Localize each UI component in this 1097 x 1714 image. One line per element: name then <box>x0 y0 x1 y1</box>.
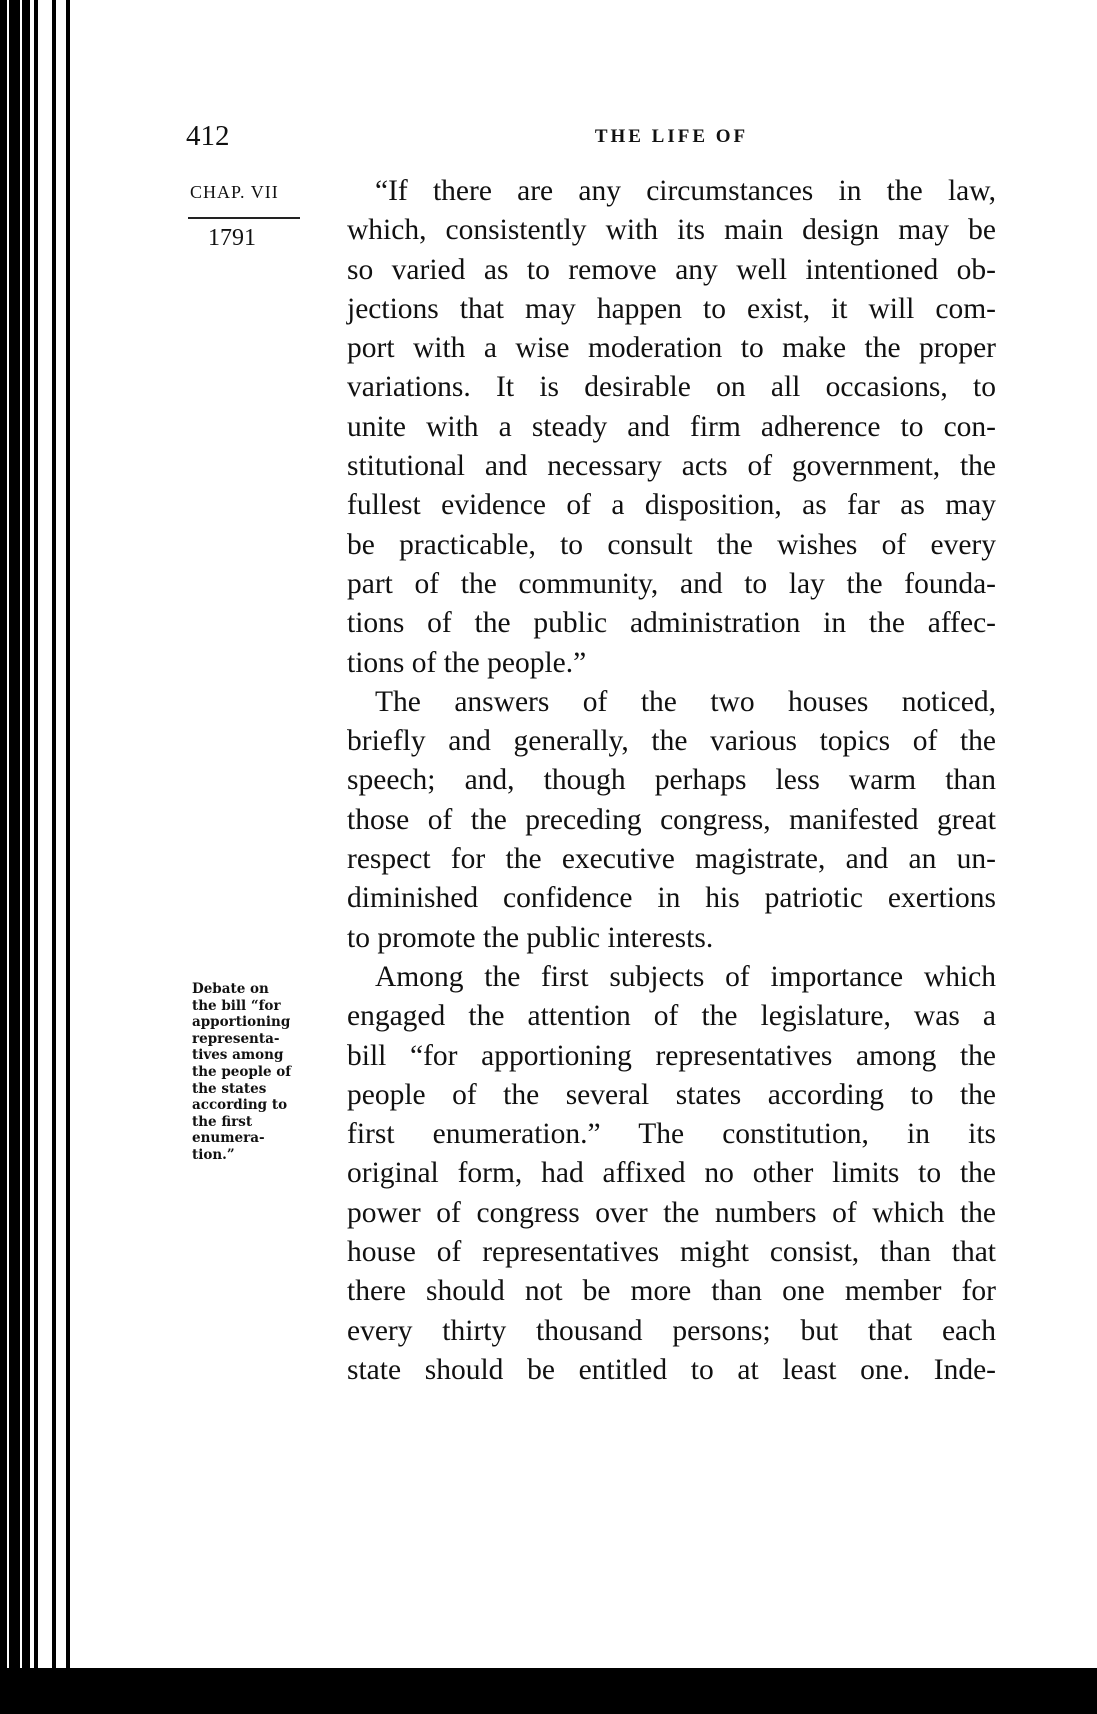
margin-year: 1791 <box>208 225 256 251</box>
paragraph <box>347 958 996 1390</box>
text-line: be practicable, to consult the wishes of every <box>347 528 996 561</box>
running-head: THE LIFE OF <box>594 126 749 147</box>
text-line: people of the several states according to the <box>347 1078 996 1111</box>
text-line: tions of the people.” <box>347 646 587 679</box>
margin-note-line: Debate on <box>192 981 269 997</box>
margin-note-line: tion.” <box>192 1146 235 1163</box>
text-line: those of the preceding congress, manifested great <box>347 803 996 836</box>
text-line: Among the first subjects of importance which <box>375 960 996 993</box>
text-line: port with a wise moderation to make the proper <box>347 332 996 365</box>
text-line: original form, had affixed no other limits to the <box>347 1157 996 1190</box>
text-line: so varied as to remove any well intentioned ob- <box>347 253 996 286</box>
text-line: every thirty thousand persons; but that each <box>347 1314 996 1347</box>
text-line: which, consistently with its main design may be <box>347 214 996 247</box>
text-line: engaged the attention of the legislature, was a <box>347 1000 996 1033</box>
text-line: house of representatives might consist, than that <box>347 1236 996 1269</box>
text-line: variations. It is desirable on all occasions, to <box>347 371 996 404</box>
margin-note-line: apportioning <box>192 1014 291 1031</box>
text-line: diminished confidence in his patriotic exertions <box>347 882 996 915</box>
text-line: first enumeration.” The constitution, in its <box>347 1118 996 1151</box>
paragraph <box>347 683 996 958</box>
text-line: stitutional and necessary acts of government, the <box>347 450 996 483</box>
margin-note-line: tives among <box>192 1047 284 1064</box>
chapter-label: CHAP. VII <box>190 182 279 202</box>
text-line: briefly and generally, the various topics of the <box>347 725 996 758</box>
page-number: 412 <box>186 120 230 152</box>
margin-note-line: the states <box>192 1080 267 1097</box>
text-line: bill “for apportioning representatives among the <box>347 1039 996 1072</box>
margin-note-line: enumera- <box>192 1130 265 1147</box>
margin-rule <box>188 217 300 219</box>
text-line: respect for the executive magistrate, and an un- <box>347 843 996 876</box>
text-line: tions of the public administration in the affec- <box>347 607 996 640</box>
text-line: speech; and, though perhaps less warm than <box>347 764 996 797</box>
scan-bottom-edge <box>0 1668 1097 1714</box>
margin-note <box>192 981 322 1164</box>
text-line: part of the community, and to lay the founda- <box>347 567 996 600</box>
text-line: state should be entitled to at least one. Inde- <box>347 1353 996 1386</box>
text-line: “If there are any circumstances in the law, <box>375 175 996 207</box>
text-line: there should not be more than one member for <box>347 1275 996 1308</box>
paragraph <box>347 172 996 683</box>
text-line: power of congress over the numbers of which the <box>347 1196 996 1229</box>
text-line: to promote the public interests. <box>347 921 714 954</box>
text-line: unite with a steady and firm adherence to con- <box>347 410 996 443</box>
book-binding-edge <box>0 0 70 1714</box>
margin-note-line: the bill “for <box>192 997 281 1014</box>
margin-note-line: representa- <box>192 1030 280 1047</box>
body-text <box>347 172 996 1390</box>
margin-note-line: the first <box>192 1113 253 1130</box>
margin-note-line: according to <box>192 1097 288 1114</box>
text-line: jections that may happen to exist, it will com- <box>347 292 996 325</box>
text-line: fullest evidence of a disposition, as far as may <box>347 489 996 522</box>
text-line: The answers of the two houses noticed, <box>375 685 996 718</box>
margin-note-line: the people of <box>192 1063 292 1080</box>
